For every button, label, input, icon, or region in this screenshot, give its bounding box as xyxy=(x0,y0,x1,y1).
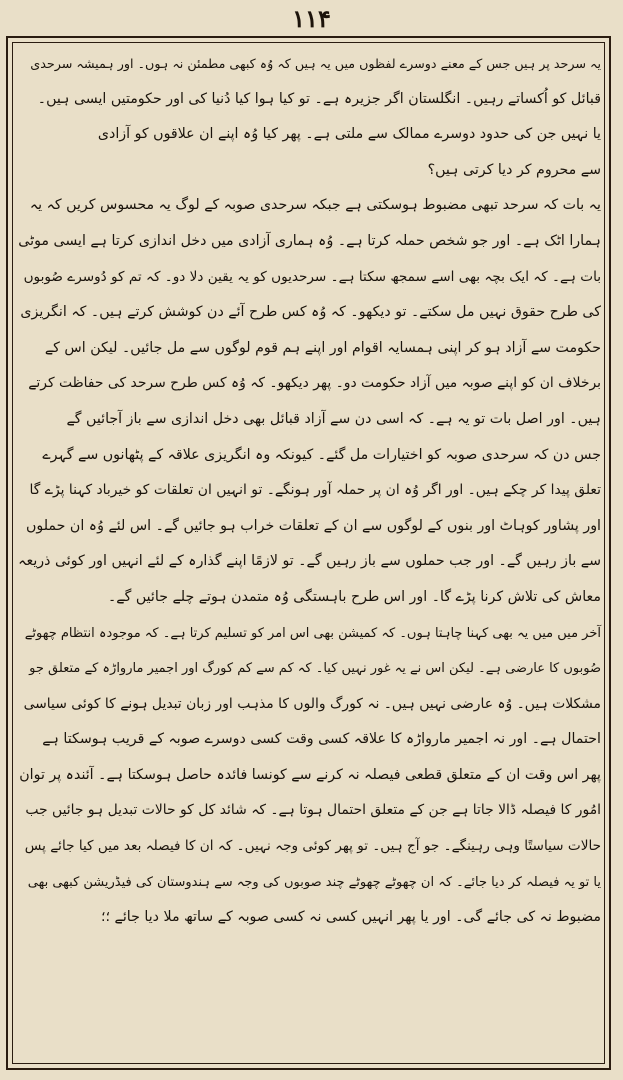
text-line: سے باز رہیں گے۔ اور جب حملوں سے باز رہیں گے۔ تو لازمًا اپنے گذارہ کے لئے انہیں اور کوئی ذریعہ xyxy=(18,553,601,570)
text-line: صُوبوں کا عارضی ہے۔ لیکن اس نے یہ غور نہیں کیا۔ کہ کم سے کم کورگ اور اجمیر مارواڑہ کے متعلق جو xyxy=(29,661,601,677)
text-line: امُور کا فیصلہ ڈالا جاتا ہے جن کے متعلق احتمال ہوتا ہے۔ کہ شائد کل کو حالات تبدیل ہو جائیں جب xyxy=(25,802,601,819)
text-line: کی طرح حقوق نہیں مل سکتے۔ تو دیکھو۔ کہ وُہ کس طرح آئے دن کوشش کرتے ہیں۔ کہ انگریزی xyxy=(20,304,601,321)
text-line: حکومت سے آزاد ہو کر اپنی ہمسایہ اقوام اور اپنے ہم قوم لوگوں سے مل جائیں۔ لیکن اس کے xyxy=(44,339,601,356)
text-line: بات ہے۔ کہ ایک بچہ بھی اسے سمجھ سکتا ہے۔ سرحدیوں کو یہ یقین دلا دو۔ کہ تم کو دُوسرے صُوبوں xyxy=(23,268,601,285)
text-line: احتمال ہے۔ اور نہ اجمیر مارواڑہ کا علاقہ کسی وقت کسی دوسرے صوبہ کے قریب ہوسکتا ہے xyxy=(42,731,601,748)
text-line: مضبوط نہ کی جائے گی۔ اور یا پھر انہیں کسی نہ کسی صوبہ کے ساتھ ملا دیا جائے ؛؛ xyxy=(100,909,601,926)
text-line: آخر میں میں یہ بھی کہنا چاہتا ہوں۔ کہ کمیشن بھی اس امر کو تسلیم کرتا ہے۔ کہ موجودہ انتظام چھوٹے xyxy=(24,625,601,641)
page-number: ۱۱۴ xyxy=(292,4,331,33)
text-line: جس دن کہ سرحدی صوبہ کو اختیارات مل گئے۔ کیونکہ وہ انگریزی علاقہ کے پٹھانوں سے گہرے xyxy=(42,446,601,463)
text-line: برخلاف ان کو اپنے صوبہ میں آزاد حکومت دو۔ پھر دیکھو۔ کہ وُہ کس طرح سرحد کی حفاظت کرتے xyxy=(28,375,601,392)
text-line: مشکلات ہیں۔ وُہ عارضی نہیں ہیں۔ نہ کورگ والوں کا مذہب اور زبان تبدیل ہونے کا کوئی سیاسی xyxy=(23,695,601,712)
text-line: یہ بات کہ سرحد تبھی مضبوط ہوسکتی ہے جبکہ سرحدی صوبہ کے لوگ یہ محسوس کریں کہ یہ xyxy=(29,197,601,214)
text-line: تعلق پیدا کر چکے ہیں۔ اور اگر وُہ ان پر حملہ آور ہونگے۔ تو انہیں ان تعلقات کو خیرباد کہنا پڑے گا xyxy=(29,482,601,499)
text-line: اور پشاور کوہاٹ اور بنوں کے لوگوں سے ان کے تعلقات خراب ہو جائیں گے۔ اس لئے وُہ ان حملوں xyxy=(25,517,601,534)
text-line: معاش کی تلاش کرنا پڑے گا۔ اور اس طرح باہستگی وُہ متمدن ہوتے چلے جائیں گے۔ xyxy=(107,588,601,605)
text-line: یا تو یہ فیصلہ کر دیا جائے۔ کہ ان چھوٹے چھوٹے چند صوبوں کی وجہ سے ہندوستان کی فیڈریشن کبھی بھی xyxy=(27,874,601,890)
text-line: یا نہیں جن کی حدود دوسرے ممالک سے ملتی ہے۔ پھر کیا وُہ اپنے ان علاقوں کو آزادی xyxy=(97,126,601,143)
text-line: قبائل کو اُکساتے رہیں۔ انگلستان اگر جزیرہ ہے۔ تو کیا ہوا کیا دُنیا کی اور حکومتیں ایسی ہیں۔ xyxy=(37,90,601,107)
text-line: ہیں۔ اور اصل بات تو یہ ہے۔ کہ اسی دن سے آزاد قبائل بھی دخل اندازی سے باز آجائیں گے xyxy=(66,410,601,427)
text-line: یہ سرحد پر ہیں جس کے معنے دوسرے لفظوں میں یہ ہیں کہ وُہ کبھی مطمئن نہ ہوں۔ اور ہمیشہ سرحدی xyxy=(30,56,601,71)
text-line: حالات سیاستًا وہی رہینگے۔ جو آج ہیں۔ تو پھر کوئی وجہ نہیں۔ کہ ان کا فیصلہ بعد میں کیا جائے پس xyxy=(24,838,601,855)
text-line: ہمارا اٹک ہے۔ اور جو شخص حملہ کرتا ہے۔ وُہ ہماری آزادی میں دخل اندازی کرتا ہے ایسی موٹی xyxy=(18,232,601,249)
text-line: پھر اس وقت ان کے متعلق قطعی فیصلہ نہ کرنے سے کونسا فائدہ حاصل ہوسکتا ہے۔ آئندہ پر توان xyxy=(19,766,601,783)
document-body xyxy=(18,46,605,1056)
text-line: سے محروم کر دیا کرتی ہیں؟ xyxy=(427,161,601,178)
